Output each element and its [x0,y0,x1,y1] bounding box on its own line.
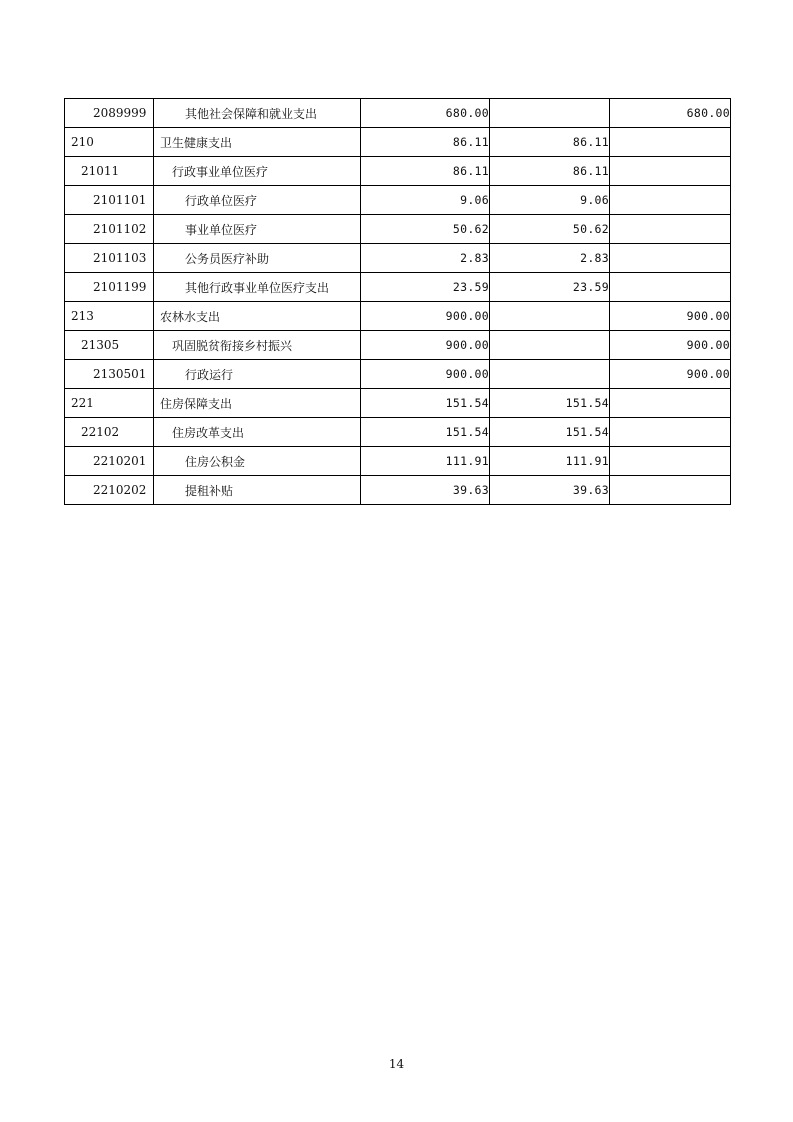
subject-name-cell: 行政单位医疗 [154,186,361,215]
table-row [65,186,731,215]
basic-expenditure-cell: 9.06 [490,186,610,215]
subject-code-cell: 2101101 [65,186,154,215]
total-amount-cell: 111.91 [361,447,490,476]
project-expenditure-cell [610,447,731,476]
project-expenditure-cell [610,244,731,273]
subject-name-cell: 卫生健康支出 [154,128,361,157]
subject-code-cell: 213 [65,302,154,331]
table-row [65,418,731,447]
project-expenditure-cell [610,476,731,505]
table-row [65,331,731,360]
total-amount-cell: 151.54 [361,389,490,418]
table-row [65,273,731,302]
project-expenditure-cell [610,273,731,302]
subject-name-cell: 住房公积金 [154,447,361,476]
basic-expenditure-cell: 39.63 [490,476,610,505]
subject-name-cell: 提租补贴 [154,476,361,505]
subject-code-cell: 2210201 [65,447,154,476]
total-amount-cell: 86.11 [361,157,490,186]
basic-expenditure-cell: 151.54 [490,389,610,418]
basic-expenditure-cell [490,331,610,360]
table-row [65,389,731,418]
subject-name-cell: 其他社会保障和就业支出 [154,99,361,128]
subject-code-cell: 21011 [65,157,154,186]
total-amount-cell: 900.00 [361,360,490,389]
total-amount-cell: 2.83 [361,244,490,273]
basic-expenditure-cell: 151.54 [490,418,610,447]
table-row [65,157,731,186]
expenditure-table [64,98,731,505]
table-row [65,447,731,476]
subject-name-cell: 行政运行 [154,360,361,389]
subject-code-cell: 21305 [65,331,154,360]
table-row [65,215,731,244]
basic-expenditure-cell [490,99,610,128]
total-amount-cell: 680.00 [361,99,490,128]
subject-code-cell: 210 [65,128,154,157]
subject-code-cell: 2101199 [65,273,154,302]
table-row [65,302,731,331]
basic-expenditure-cell: 86.11 [490,128,610,157]
project-expenditure-cell [610,215,731,244]
basic-expenditure-cell: 50.62 [490,215,610,244]
total-amount-cell: 50.62 [361,215,490,244]
table-row [65,476,731,505]
total-amount-cell: 151.54 [361,418,490,447]
basic-expenditure-cell [490,302,610,331]
basic-expenditure-cell: 111.91 [490,447,610,476]
subject-code-cell: 2210202 [65,476,154,505]
project-expenditure-cell [610,389,731,418]
total-amount-cell: 23.59 [361,273,490,302]
total-amount-cell: 39.63 [361,476,490,505]
total-amount-cell: 9.06 [361,186,490,215]
subject-code-cell: 221 [65,389,154,418]
subject-name-cell: 住房改革支出 [154,418,361,447]
table-row [65,99,731,128]
table-row [65,360,731,389]
subject-name-cell: 行政事业单位医疗 [154,157,361,186]
table-row [65,244,731,273]
project-expenditure-cell: 900.00 [610,302,731,331]
subject-name-cell: 农林水支出 [154,302,361,331]
project-expenditure-cell: 680.00 [610,99,731,128]
subject-name-cell: 事业单位医疗 [154,215,361,244]
basic-expenditure-cell: 2.83 [490,244,610,273]
project-expenditure-cell [610,128,731,157]
total-amount-cell: 86.11 [361,128,490,157]
page-number: 14 [388,1057,405,1071]
project-expenditure-cell [610,186,731,215]
subject-name-cell: 巩固脱贫衔接乡村振兴 [154,331,361,360]
subject-code-cell: 2089999 [65,99,154,128]
project-expenditure-cell: 900.00 [610,360,731,389]
subject-code-cell: 22102 [65,418,154,447]
subject-name-cell: 住房保障支出 [154,389,361,418]
total-amount-cell: 900.00 [361,331,490,360]
project-expenditure-cell [610,418,731,447]
subject-code-cell: 2101103 [65,244,154,273]
basic-expenditure-cell [490,360,610,389]
subject-name-cell: 公务员医疗补助 [154,244,361,273]
total-amount-cell: 900.00 [361,302,490,331]
subject-code-cell: 2130501 [65,360,154,389]
subject-name-cell: 其他行政事业单位医疗支出 [154,273,361,302]
table-row [65,128,731,157]
project-expenditure-cell: 900.00 [610,331,731,360]
expenditure-table-body [65,99,731,505]
project-expenditure-cell [610,157,731,186]
basic-expenditure-cell: 23.59 [490,273,610,302]
basic-expenditure-cell: 86.11 [490,157,610,186]
subject-code-cell: 2101102 [65,215,154,244]
